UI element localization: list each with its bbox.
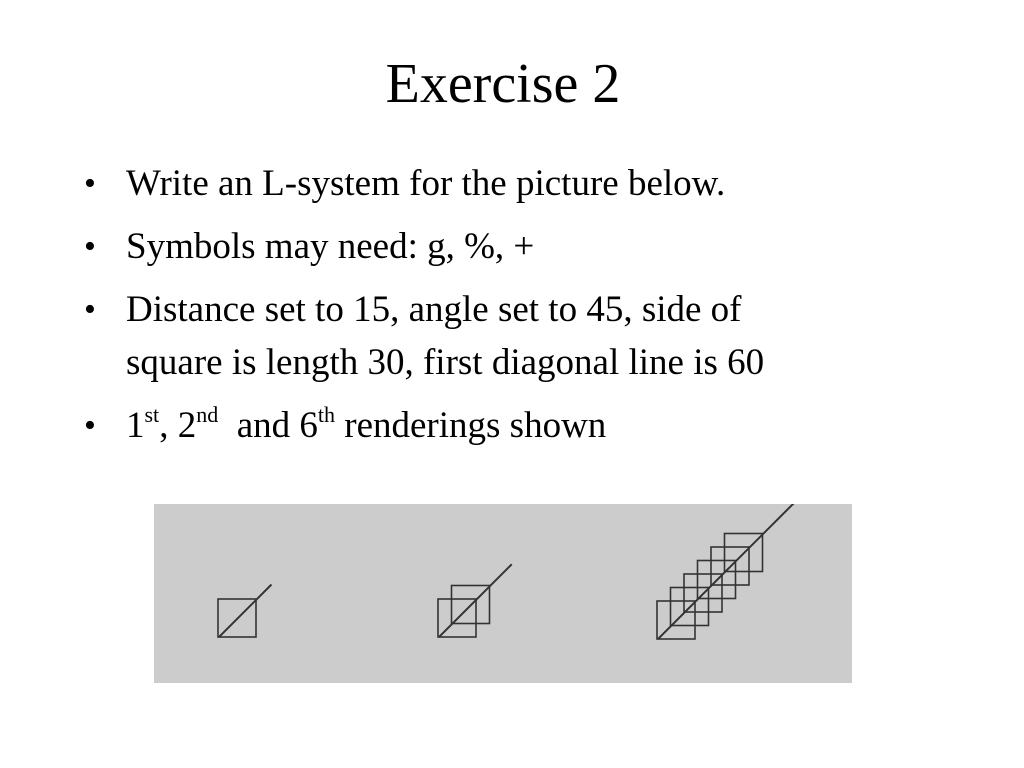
ordinal-number-1: 1 <box>126 405 145 446</box>
bullet-item-write-lsystem <box>84 157 964 210</box>
ordinal-number-2: 2 <box>177 405 197 446</box>
bullet-text: Write an L-system for the picture below. <box>126 163 726 204</box>
slide-title: Exercise 2 <box>385 53 621 115</box>
rendering-2 <box>438 564 512 637</box>
bullet-marker: • <box>84 165 96 202</box>
ordinal-suffix-3: th <box>317 401 335 427</box>
bullet-marker: • <box>84 407 96 444</box>
bullet-text: Symbols may need: g, %, + <box>126 226 535 267</box>
bullet-item-symbols <box>84 220 964 273</box>
bullet-text-line-2: square is length 30, first diagonal line is 60 <box>126 342 765 383</box>
lsystem-renderings-figure <box>154 504 852 683</box>
bullet-item-distance-angle <box>84 283 964 389</box>
diagonal-line <box>219 585 271 637</box>
bullet-list <box>84 157 964 462</box>
bullet-text-line-1: Distance set to 15, angle set to 45, side of <box>126 289 742 330</box>
separator-text: , <box>159 405 178 446</box>
ordinal-number-3: 6 <box>299 405 318 446</box>
rendering-6 <box>657 504 812 639</box>
bullet-item-renderings <box>84 399 964 452</box>
ordinal-suffix-1: st <box>144 401 160 427</box>
rendering-1 <box>218 585 271 637</box>
ordinal-suffix-2: nd <box>196 401 219 427</box>
bullet-marker: • <box>84 291 96 328</box>
and-text: and <box>218 405 300 446</box>
tail-text: renderings shown <box>335 405 607 446</box>
lsystem-renderings-svg <box>154 504 852 683</box>
bullet-text <box>126 399 964 452</box>
bullet-marker: • <box>84 228 96 265</box>
